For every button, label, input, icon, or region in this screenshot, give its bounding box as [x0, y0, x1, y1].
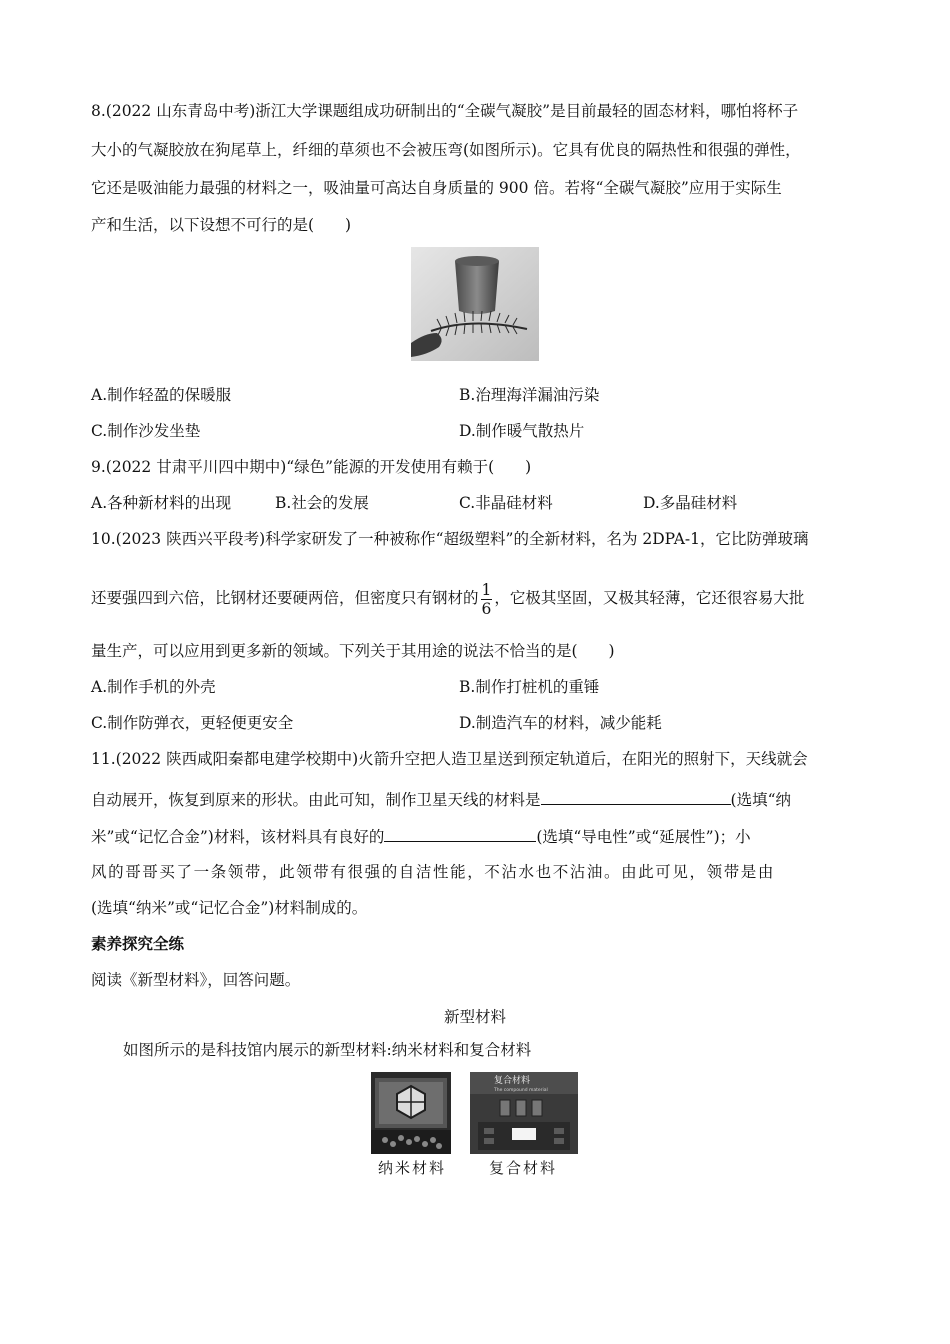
answer-blank-2[interactable]: [384, 825, 536, 842]
caption-nano-material: 纳米材料: [378, 1159, 447, 1177]
q8-option-d: D.制作暖气散热片: [459, 422, 585, 440]
q10-option-d: D.制造汽车的材料，减少能耗: [459, 714, 662, 732]
q9-option-c: C.非晶硅材料: [459, 494, 553, 512]
q11-line-4: 风的哥哥买了一条领带，此领带有很强的自洁性能，不沾水也不沾油。由此可见，领带是由: [91, 863, 776, 881]
q8-option-c: C.制作沙发坐垫: [91, 422, 201, 440]
nano-material-photo: [371, 1072, 451, 1154]
q11-line-1: 11.(2022 陕西咸阳秦都电建学校期中)火箭升空把人造卫星送到预定轨道后，在阳光的照射下，天线就会: [91, 750, 808, 768]
composite-sign-title: 复合材料: [494, 1076, 531, 1086]
fraction-denominator: 6: [481, 599, 492, 618]
q10-option-a: A.制作手机的外壳: [91, 678, 216, 696]
q11-line-2: [91, 788, 791, 810]
caption-composite-material: 复合材料: [489, 1159, 558, 1177]
q10-line-2: [91, 578, 804, 618]
q11-line-2-end: (选填“纳: [730, 791, 791, 809]
q11-line-5: (选填“纳米”或“记忆合金”)材料制成的。: [91, 899, 368, 917]
composite-sign-subtitle: The compound material: [494, 1088, 548, 1093]
q11-line-3-start: 米”或“记忆合金”)材料，该材料具有良好的: [91, 828, 385, 846]
q10-line-2-start: 还要强四到六倍，比钢材还要硬两倍，但密度只有钢材的: [91, 589, 479, 607]
q11-line-3: [91, 825, 751, 847]
q8-option-a: A.制作轻盈的保暖服: [91, 386, 232, 404]
fraction-numerator: 1: [481, 580, 492, 599]
q11-line-3-end: (选填“导电性”或“延展性”)；小: [536, 828, 751, 846]
q11-line-2-start: 自动展开，恢复到原来的形状。由此可知，制作卫星天线的材料是: [91, 791, 541, 809]
article-text: 如图所示的是科技馆内展示的新型材料:纳米材料和复合材料: [123, 1041, 532, 1059]
q8-line-1: 8.(2022 山东青岛中考)浙江大学课题组成功研制出的“全碳气凝胶”是目前最轻的固态材料，哪怕将杯子: [91, 102, 799, 120]
q8-line-4: 产和生活，以下设想不可行的是( ): [91, 216, 352, 234]
q9-option-b: B.社会的发展: [275, 494, 369, 512]
section-intro: 阅读《新型材料》，回答问题。: [91, 971, 301, 989]
q9-stem: 9.(2022 甘肃平川四中期中)“绿色”能源的开发使用有赖于( ): [91, 458, 532, 476]
section-heading: 素养探究全练: [91, 935, 185, 953]
q8-option-b: B.治理海洋漏油污染: [459, 386, 600, 404]
composite-material-photo: [470, 1072, 578, 1154]
aerogel-photo: [411, 247, 539, 361]
q9-option-d: D.多晶硅材料: [643, 494, 738, 512]
answer-blank-1[interactable]: [541, 788, 731, 805]
q8-line-3: 它还是吸油能力最强的材料之一，吸油量可高达自身质量的 900 倍。若将“全碳气凝胶”应用于实际生: [91, 179, 782, 197]
q10-line-1: 10.(2023 陕西兴平段考)科学家研发了一种被称作“超级塑料”的全新材料，名为 2DPA-1，它比防弹玻璃: [91, 530, 809, 548]
article-title: 新型材料: [443, 1008, 506, 1026]
q10-line-3: 量生产，可以应用到更多新的领域。下列关于其用途的说法不恰当的是( ): [91, 642, 615, 660]
fraction-one-sixth: [481, 581, 493, 618]
q8-line-2: 大小的气凝胶放在狗尾草上，纤细的草须也不会被压弯(如图所示)。它具有优良的隔热性和很强的弹性，: [91, 141, 801, 159]
q9-option-a: A.各种新材料的出现: [91, 494, 232, 512]
q10-option-b: B.制作打桩机的重锤: [459, 678, 600, 696]
q10-option-c: C.制作防弹衣，更轻便更安全: [91, 714, 294, 732]
q10-line-2-end: ，它极其坚固，又极其轻薄，它还很容易大批: [494, 589, 805, 607]
